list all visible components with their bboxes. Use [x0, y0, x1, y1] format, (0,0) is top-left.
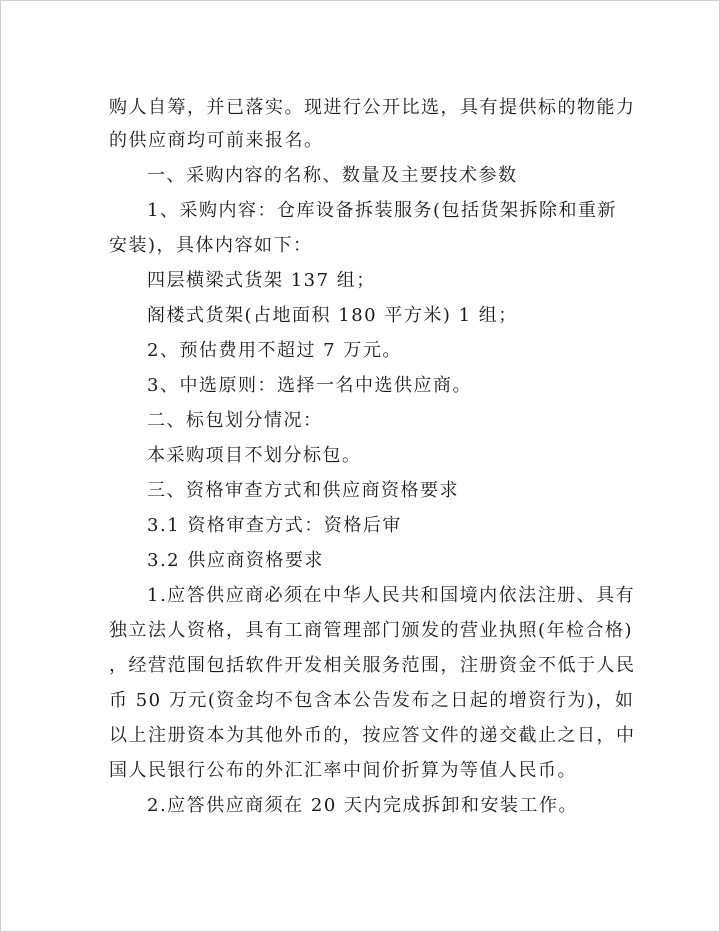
- section-heading: 三、资格审查方式和供应商资格要求: [147, 480, 459, 501]
- section-heading: 二、标包划分情况：: [147, 410, 323, 431]
- subsection-heading: 3.2 供应商资格要求: [147, 550, 324, 571]
- section-heading: 一、采购内容的名称、数量及主要技术参数: [147, 165, 518, 186]
- text-line: 以上注册资本为其他外币的，按应答文件的递交截止之日，中: [109, 725, 636, 746]
- list-item: 阁楼式货架(占地面积 180 平方米) 1 组；: [147, 305, 518, 326]
- text-line: 国人民银行公布的外汇汇率中间价折算为等值人民币。: [109, 760, 577, 781]
- text-line: ，经营范围包括软件开发相关服务范围，注册资金不低于人民: [109, 655, 636, 676]
- text-line: 1.应答供应商必须在中华人民共和国境内依法注册、具有: [147, 585, 636, 606]
- text-line: 1、采购内容：仓库设备拆装服务(包括货架拆除和重新: [147, 200, 617, 221]
- subsection-heading: 3.1 资格审查方式：资格后审: [147, 515, 402, 536]
- text-line: 独立法人资格，具有工商管理部门颁发的营业执照(年检合格): [109, 620, 634, 641]
- text-line: 本采购项目不划分标包。: [147, 445, 362, 466]
- text-line: 2、预估费用不超过 7 万元。: [147, 340, 402, 361]
- text-line: 3、中选原则：选择一名中选供应商。: [147, 375, 472, 396]
- text-line: 的供应商均可前来报名。: [109, 130, 324, 151]
- text-line: 币 50 万元(资金均不包含本公告发布之日起的增资行为)，如: [109, 690, 635, 711]
- text-line: 2.应答供应商须在 20 天内完成拆卸和安装工作。: [147, 795, 579, 816]
- text-line: 安装)，具体内容如下：: [109, 235, 313, 256]
- list-item: 四层横梁式货架 137 组；: [147, 270, 376, 291]
- text-line: 购人自筹，并已落实。现进行公开比选，具有提供标的物能力: [109, 97, 636, 118]
